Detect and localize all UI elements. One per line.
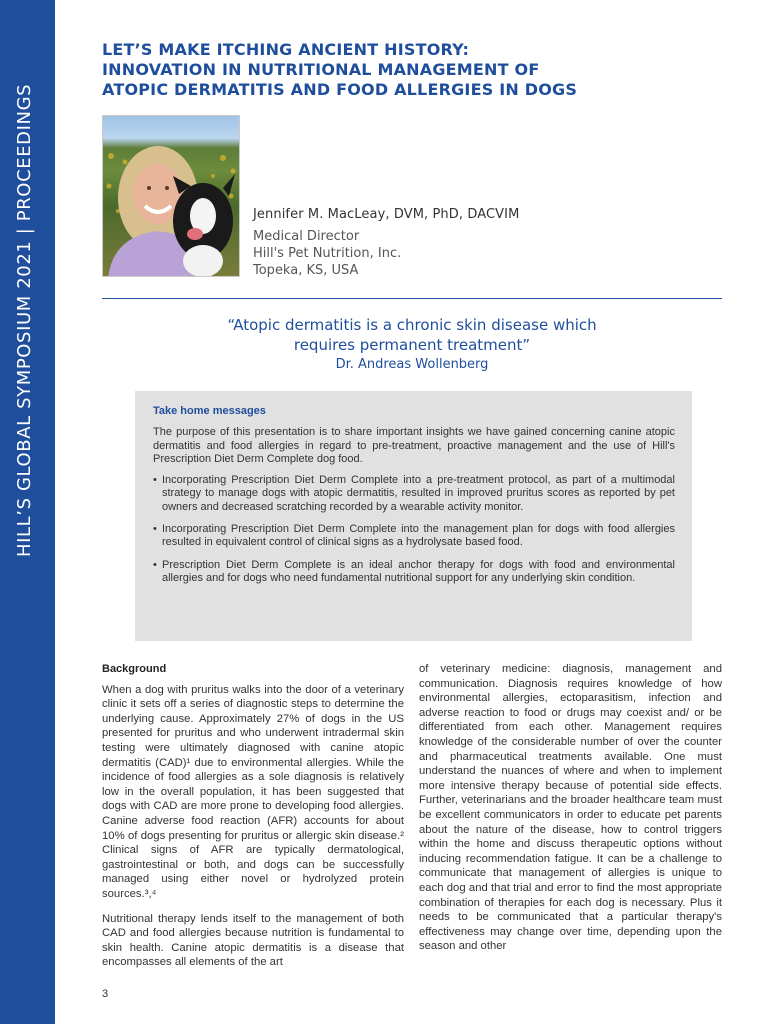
- bullet-icon: •: [153, 523, 157, 536]
- body-paragraph: When a dog with pruritus walks into the door of a veterinary clinic it sets off a series of diagnostic steps to determine the underlying cause. Approximately 27% of dogs in the US presented for pruritus and who underwent intradermal skin testing were ultimately diagnosed with canine atopic dermatitis (CAD)¹ due to environmental allergies. While the incidence of food allergies as a sole diagnosis is relatively low in the overall population, it has been suggested that dogs with CAD are more prone to developing food allergies. Canine adverse food reaction (AFR) accounts for about 10% of dogs presenting for pruritus or allergic skin disease.² Clinical signs of AFR are typically dermatological, gastrointestinal or both, and dogs can be successfully managed using either novel or hydrolyzed protein sources.³,⁴: [102, 683, 404, 900]
- section-divider: [102, 298, 722, 299]
- author-location: Topeka, KS, USA: [253, 263, 359, 278]
- bullet-text: Incorporating Prescription Diet Derm Complete into the management plan for dogs with food allergies resulted in equivalent control of clinical signs as a hydrolysate based food.: [162, 523, 675, 549]
- take-home-title: Take home messages: [153, 405, 266, 417]
- body-paragraph: Nutritional therapy lends itself to the management of both CAD and food allergies because nutrition is fundamental to skin health. Canine atopic dermatitis is a disease that encompasses all elements of the art: [102, 912, 404, 969]
- take-home-list: [153, 474, 675, 585]
- quote-line: requires permanent treatment”: [293, 336, 531, 354]
- author-with-dog-image: [103, 116, 240, 277]
- sidebar-proceedings-label: HILL’S GLOBAL SYMPOSIUM 2021 | PROCEEDINGS: [14, 83, 35, 557]
- quote-line: “Atopic dermatitis is a chronic skin disease which: [227, 316, 597, 334]
- body-column-left: [102, 662, 404, 980]
- body-paragraph: of veterinary medicine: diagnosis, management and communication. Diagnosis requires knowledge of how environmental allergies, ectoparasitism, infection and adverse reaction to food or drugs may coexist and/ or be differentiated from each other. Management requires knowledge of the considerable number of over the counter and pharmaceutical treatments available. One must understand the nuances of where and when to implement more intensive therapy because of potential side effects. Further, veterinarians and the broader healthcare team must be excellent communicators in order to educate pet parents about the nature of the disease, how to control triggers within the home and discuss therapeutic options without inducing recommendation fatigue. It can be a challenge to communicate that management of allergies is unique to each dog and that trial and error to find the most appropriate combination of therapies for each dog is necessary. Plus it needs to be communicated that a particular therapy's effectiveness may change over time, depending upon the season and other: [419, 663, 722, 953]
- author-photo: [102, 115, 240, 277]
- title-line: ATOPIC DERMATITIS AND FOOD ALLERGIES IN DOGS: [102, 80, 578, 99]
- list-item: [153, 523, 675, 550]
- background-heading: Background: [102, 663, 167, 675]
- take-home-intro: The purpose of this presentation is to share important insights we have gained concerning canine atopic dermatitis and food allergies in regard to pre-treatment, proactive management and the use of Hill's Prescription Diet Derm Complete dog food.: [153, 426, 675, 465]
- page-number: 3: [102, 988, 109, 1000]
- article-title: [102, 40, 722, 100]
- author-name: Jennifer M. MacLeay, DVM, PhD, DACVIM: [253, 207, 520, 222]
- list-item: [153, 559, 675, 586]
- list-item: [153, 474, 675, 514]
- bullet-icon: •: [153, 474, 157, 487]
- body-column-right: [419, 662, 722, 964]
- pull-quote: [102, 315, 722, 374]
- author-info: [253, 207, 713, 279]
- quote-attribution: Dr. Andreas Wollenberg: [335, 357, 489, 372]
- bullet-text: Prescription Diet Derm Complete is an ideal anchor therapy for dogs with food and environmental allergies and for dogs who need fundamental nutritional support for any underlying skin condition.: [162, 558, 675, 584]
- take-home-messages-box: [135, 391, 692, 641]
- sidebar-band: [0, 0, 55, 1024]
- title-line: INNOVATION IN NUTRITIONAL MANAGEMENT OF: [102, 60, 540, 79]
- author-role: Medical Director: [253, 229, 360, 244]
- bullet-text: Incorporating Prescription Diet Derm Complete into a pre-treatment protocol, as part of a multimodal strategy to manage dogs with atopic dermatitis, resulted in improved pruritus scores as reported by pet owners and decreased scratching recorded by a wearable activity monitor.: [162, 474, 675, 513]
- author-organization: Hill's Pet Nutrition, Inc.: [253, 246, 402, 261]
- bullet-icon: •: [153, 558, 157, 571]
- title-line: LET’S MAKE ITCHING ANCIENT HISTORY:: [102, 40, 470, 59]
